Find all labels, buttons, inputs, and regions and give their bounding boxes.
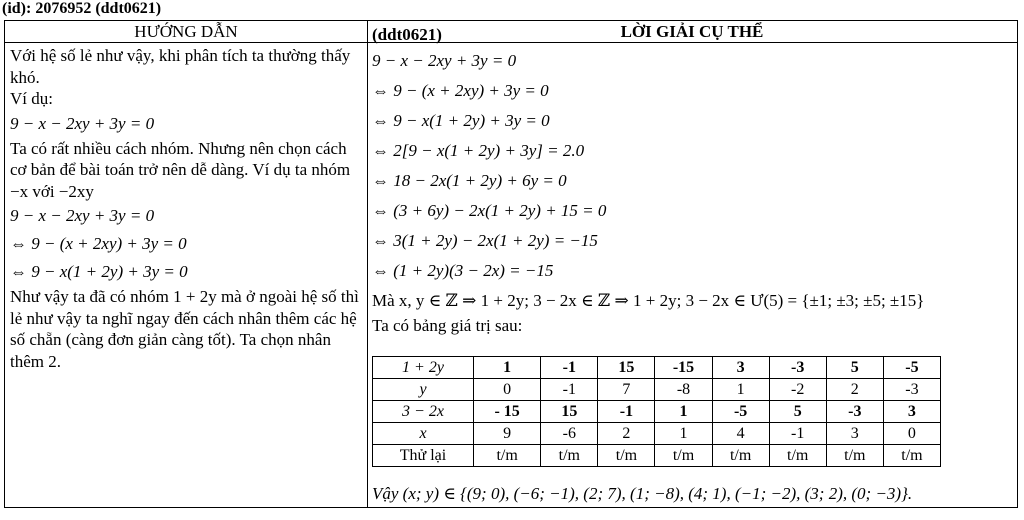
- table-cell: 15: [598, 357, 655, 379]
- table-cell: 9: [474, 423, 541, 445]
- table-cell: t/m: [883, 445, 940, 467]
- table-row: [373, 445, 941, 467]
- row-label: y: [373, 379, 474, 401]
- guide-equation-4: ⇔ 9 − x(1 + 2y) + 3y = 0: [10, 262, 188, 281]
- table-cell: 5: [826, 357, 883, 379]
- table-row: [373, 357, 941, 379]
- table-cell: t/m: [769, 445, 826, 467]
- table-row: [373, 379, 941, 401]
- row-label: 1 + 2y: [373, 357, 474, 379]
- guide-equation-2: 9 − x − 2xy + 3y = 0: [10, 206, 155, 225]
- table-cell: 3: [826, 423, 883, 445]
- conclusion: Vậy (x; y) ∈ {(9; 0), (−6; −1), (2; 7), (1; −8), (4; 1), (−1; −2), (3; 2), (0; −3)}.: [372, 484, 913, 503]
- table-cell: t/m: [826, 445, 883, 467]
- column-divider: [367, 21, 368, 507]
- table-cell: 0: [883, 423, 940, 445]
- table-cell: 15: [541, 401, 598, 423]
- guide-equation-1: 9 − x − 2xy + 3y = 0: [10, 113, 155, 133]
- guide-paragraph-3: Ta có rất nhiều cách nhóm. Nhưng nên chọn cách cơ bản để bài toán trở nên dễ dàng. Ví dụ ta nhóm −x với −2xy: [10, 138, 351, 201]
- table-cell: 1: [655, 401, 712, 423]
- table-intro: Ta có bảng giá trị sau:: [372, 316, 523, 335]
- table-cell: -6: [541, 423, 598, 445]
- solution-step: ⇔ (3 + 6y) − 2x(1 + 2y) + 15 = 0: [372, 201, 607, 220]
- solution-step: ⇔ 9 − x(1 + 2y) + 3y = 0: [372, 111, 550, 130]
- table-cell: 3: [883, 401, 940, 423]
- table-cell: 2: [826, 379, 883, 401]
- table-row: [373, 401, 941, 423]
- table-cell: -3: [883, 379, 940, 401]
- guide-paragraph-1: Với hệ số lẻ như vậy, khi phân tích ta thường thấy khó.: [10, 46, 351, 87]
- solution-code: (ddt0621): [372, 25, 442, 44]
- table-cell: t/m: [712, 445, 769, 467]
- table-cell: t/m: [474, 445, 541, 467]
- table-cell: t/m: [655, 445, 712, 467]
- table-cell: t/m: [541, 445, 598, 467]
- solution-step: ⇔ 3(1 + 2y) − 2x(1 + 2y) = −15: [372, 231, 598, 250]
- divisor-statement: Mà x, y ∈ ℤ ⇒ 1 + 2y; 3 − 2x ∈ ℤ ⇒ 1 + 2y; 3 − 2x ∈ Ư(5) = {±1; ±3; ±5; ±15}: [372, 291, 925, 310]
- table-cell: 1: [655, 423, 712, 445]
- table-cell: -8: [655, 379, 712, 401]
- solution-step: ⇔ 9 − (x + 2xy) + 3y = 0: [372, 81, 549, 100]
- solution-step: ⇔ 18 − 2x(1 + 2y) + 6y = 0: [372, 171, 567, 190]
- solution-column: [372, 24, 1020, 336]
- document-id: (id): 2076952 (ddt0621): [2, 0, 162, 17]
- table-cell: -5: [712, 401, 769, 423]
- row-label: x: [373, 423, 474, 445]
- table-cell: -5: [883, 357, 940, 379]
- table-cell: 3: [712, 357, 769, 379]
- table-cell: 2: [598, 423, 655, 445]
- table-cell: -1: [598, 401, 655, 423]
- table-cell: 1: [712, 379, 769, 401]
- table-cell: t/m: [598, 445, 655, 467]
- guide-equation-3: ⇔ 9 − (x + 2xy) + 3y = 0: [10, 234, 187, 253]
- value-table: [372, 356, 941, 467]
- table-cell: - 15: [474, 401, 541, 423]
- table-cell: -15: [655, 357, 712, 379]
- guide-paragraph-4: Như vậy ta đã có nhóm 1 + 2y mà ở ngoài hệ số thì lẻ như vậy ta nghĩ ngay đến cách nhân thêm các hệ số chẵn (càng đơn giản càng tốt). Ta chọn nhân thêm 2.: [10, 287, 359, 371]
- row-label: Thử lại: [373, 445, 474, 467]
- table-cell: -3: [769, 357, 826, 379]
- table-cell: 1: [474, 357, 541, 379]
- table-cell: -3: [826, 401, 883, 423]
- table-row: [373, 423, 941, 445]
- guide-column: [10, 45, 362, 372]
- solution-step: ⇔ (1 + 2y)(3 − 2x) = −15: [372, 261, 554, 280]
- table-cell: -2: [769, 379, 826, 401]
- row-label: 3 − 2x: [373, 401, 474, 423]
- table-cell: -1: [541, 357, 598, 379]
- guide-header: HƯỚNG DẪN: [134, 22, 238, 41]
- table-cell: -1: [769, 423, 826, 445]
- solution-header: LỜI GIẢI CỤ THỂ: [620, 22, 764, 41]
- solution-step: 9 − x − 2xy + 3y = 0: [372, 51, 517, 70]
- table-cell: 7: [598, 379, 655, 401]
- guide-paragraph-2: Ví dụ:: [10, 89, 53, 108]
- table-cell: 0: [474, 379, 541, 401]
- table-cell: -1: [541, 379, 598, 401]
- solution-step: ⇔ 2[9 − x(1 + 2y) + 3y] = 2.0: [372, 141, 585, 160]
- table-cell: 5: [769, 401, 826, 423]
- table-cell: 4: [712, 423, 769, 445]
